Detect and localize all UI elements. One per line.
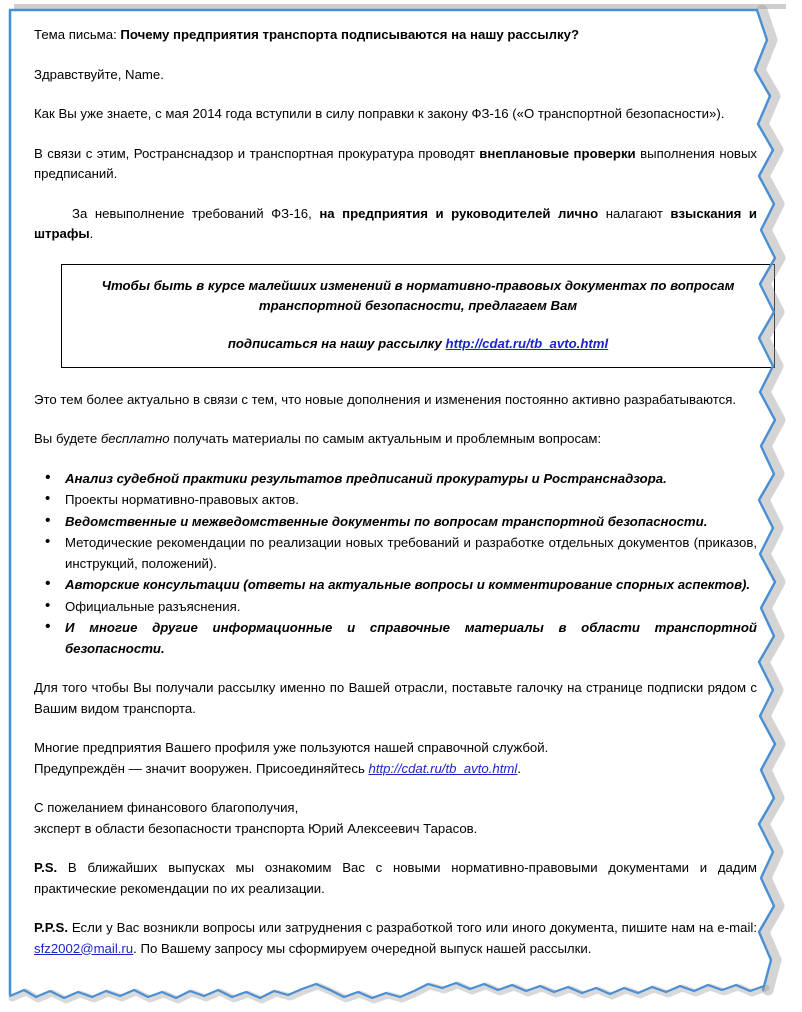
penalties-text-2: налагают <box>598 205 671 221</box>
list-item: • Авторские консультации (ответы на актуальные вопросы и комментирование спорных аспектов). <box>34 575 757 596</box>
bottom-border-wavy-line <box>10 983 764 998</box>
paragraph-free-materials <box>34 429 757 450</box>
callout-line-1: Чтобы быть в курсе малейших изменений в нормативно-правовых документах по вопросам транспортной безопасности, предлагаем Вам <box>101 277 735 313</box>
join-line-2 <box>34 759 757 780</box>
callout-gap <box>78 316 758 334</box>
list-item: • И многие другие информационные и справочные материалы в области транспортной безопасности. <box>34 618 757 659</box>
ps-label: P.S. <box>34 860 58 875</box>
right-border-ragged-line <box>755 10 775 990</box>
top-edge-shadow <box>14 4 786 9</box>
list-item: • Официальные разъяснения. <box>34 597 757 618</box>
materials-bullet-list <box>34 469 757 660</box>
paragraph-intro: Как Вы уже знаете, с мая 2014 года вступили в силу поправки к закону ФЗ-16 («О транспортной безопасности»). <box>34 106 725 121</box>
join-line-2-text-1: Предупреждён — значит вооружен. Присоединяйтесь <box>34 760 369 776</box>
paragraph-join <box>34 738 757 779</box>
pps-text-1: Если у Вас возникли вопросы или затруднения с разработкой того или иного документа, пишите нам на e-mail: <box>67 920 757 935</box>
penalties-bold-2: взыскания и штрафы <box>34 205 757 241</box>
email-link[interactable]: sfz2002@mail.ru <box>34 940 134 956</box>
free-text-1: Вы будете <box>34 431 101 446</box>
list-item: • Проекты нормативно-правовых актов. <box>34 490 757 511</box>
paragraph-penalties <box>34 204 757 245</box>
pps-label: P.P.S. <box>34 920 68 935</box>
penalties-text-3: . <box>89 226 94 241</box>
subscribe-callout-box <box>61 264 775 368</box>
list-item: • Ведомственные и межведомственные документы по вопросам транспортной безопасности. <box>34 512 757 533</box>
ps-text: В ближайших выпусках мы ознакомим Вас с новыми нормативно-правовыми документами и дадим практические рекомендации по их реализации. <box>34 860 757 896</box>
list-item: • Анализ судебной практики результатов предписаний прокуратуры и Ространснадзора. <box>34 469 757 490</box>
subject-line <box>34 25 757 46</box>
free-italic-1: бесплатно <box>100 431 170 446</box>
paragraph-ps <box>34 858 757 899</box>
signature-block <box>34 798 757 839</box>
list-item: • Методические рекомендации по реализации новых требований и разработке отдельных документов (приказов, инструкций, положений). <box>34 533 757 574</box>
join-link[interactable]: http://cdat.ru/tb_avto.html <box>368 760 518 776</box>
subscribe-link[interactable]: http://cdat.ru/tb_avto.html <box>445 335 609 351</box>
paragraph-checkbox-hint: Для того чтобы Вы получали рассылку именно по Вашей отрасли, поставьте галочку на странице подписки рядом с Вашим видом транспорта. <box>34 680 757 716</box>
penalties-bold-1: на предприятия и руководителей лично <box>319 205 599 221</box>
inspections-text-2: выполнения новых предписаний. <box>34 145 758 181</box>
paragraph-inspections <box>34 144 757 185</box>
callout-line-2-text: подписаться на нашу рассылку <box>227 335 446 351</box>
paragraph-relevance: Это тем более актуально в связи с тем, что новые дополнения и изменения постоянно активно разрабатываются. <box>34 391 737 407</box>
subject-label: Тема письма: <box>34 27 117 42</box>
signature-line-2: эксперт в области безопасности транспорта Юрий Алексеевич Тарасов. <box>34 820 478 836</box>
paragraph-pps <box>34 918 757 959</box>
greeting-line: Здравствуйте, Name. <box>34 66 164 82</box>
subject-text: Почему предприятия транспорта подписываются на нашу рассылку? <box>120 27 580 42</box>
email-body <box>9 11 757 959</box>
pps-text-2: . По Вашему запросу мы сформируем очередной выпуск нашей рассылки. <box>133 940 592 956</box>
inspections-bold-1: внеплановые проверки <box>479 145 636 161</box>
bottom-edge-shadow <box>12 985 766 1000</box>
callout-line-2 <box>78 334 758 354</box>
right-edge-shadow <box>760 10 780 990</box>
free-text-2: получать материалы по самым актуальным и проблемным вопросам: <box>169 431 602 446</box>
signature-line-1: С пожеланием финансового благополучия, <box>34 800 299 815</box>
join-line-1: Многие предприятия Вашего профиля уже пользуются нашей справочной службой. <box>34 740 549 755</box>
inspections-text-1: В связи с этим, Ространснадзор и транспортная прокуратура проводят <box>34 145 480 161</box>
penalties-text-1: За невыполнение требований ФЗ-16, <box>72 205 320 221</box>
join-line-2-text-2: . <box>517 760 521 776</box>
